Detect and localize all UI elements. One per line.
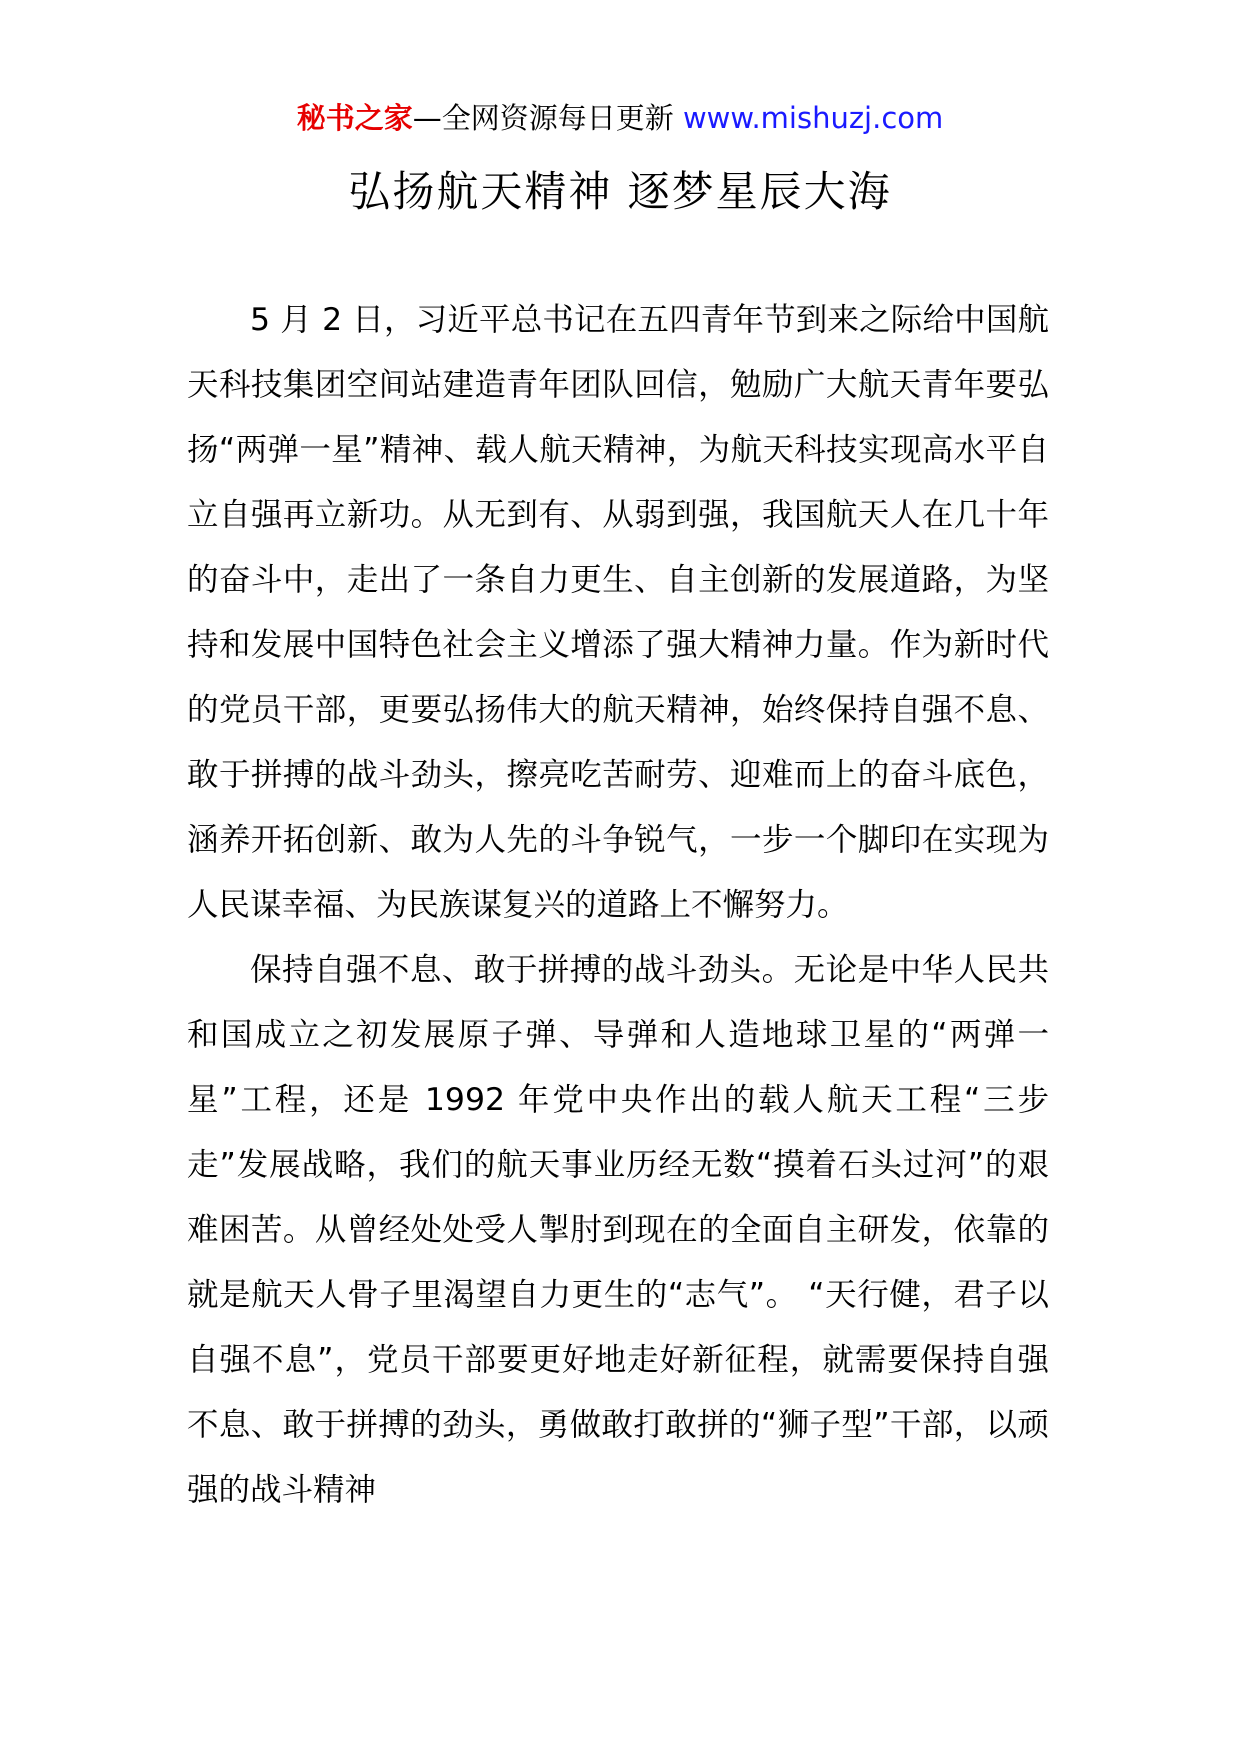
site-tagline: —全网资源每日更新 bbox=[412, 101, 683, 135]
brand-name: 秘书之家 bbox=[296, 101, 413, 135]
article-title: 弘扬航天精神 逐梦星辰大海 bbox=[348, 167, 892, 216]
article-body bbox=[187, 288, 1049, 1523]
site-url-link[interactable]: www.mishuzj.com bbox=[682, 101, 944, 135]
paragraph-2: 保持自强不息、敢于拼搏的战斗劲头。无论是中华人民共和国成立之初发展原子弹、导弹和人造地球卫星的“两弹一星”工程，还是 1992 年党中央作出的载人航天工程“三步走”发展战略，我们的航天事业历经无数“摸着石头过河”的艰难困苦。从曾经处处受人掣肘到现在的全面自主研发，依靠的就是航天人骨子里渴望自力更生的“志气”。 “天行健，君子以自强不息”，党员干部要更好地走好新征程，就需要保持自强不息、敢于拼搏的劲头，勇做敢打敢拼的“狮子型”干部，以顽强的战斗精神 bbox=[187, 952, 1049, 1508]
paragraph-1: 5 月 2 日，习近平总书记在五四青年节到来之际给中国航天科技集团空间站建造青年团队回信，勉励广大航天青年要弘扬“两弹一星”精神、载人航天精神，为航天科技实现高水平自立自强再立新功。从无到有、从弱到强，我国航天人在几十年的奋斗中，走出了一条自力更生、自主创新的发展道路，为坚持和发展中国特色社会主义增添了强大精神力量。作为新时代的党员干部，更要弘扬伟大的航天精神，始终保持自强不息、敢于拼搏的战斗劲头，擦亮吃苦耐劳、迎难而上的奋斗底色，涵养开拓创新、敢为人先的斗争锐气，一步一个脚印在实现为人民谋幸福、为民族谋复兴的道路上不懈努力。 bbox=[187, 302, 1049, 923]
site-header bbox=[0, 98, 1240, 138]
